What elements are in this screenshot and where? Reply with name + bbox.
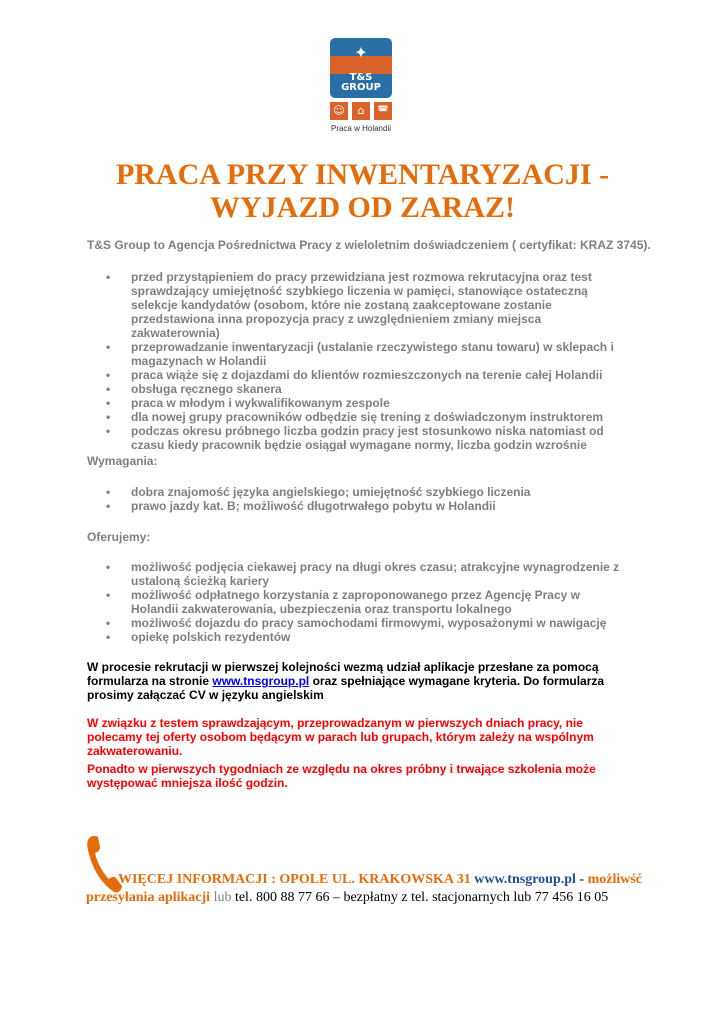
requirements-heading: Wymagania: (87, 454, 158, 468)
requirements-list (100, 485, 621, 513)
list-item: • podczas okresu próbnego liczba godzin pracy jest stosunkowo niska natomiast od czasu kiedy pracownik będzie osiągał wymagane normy, liczba godzin wzrośnie (100, 424, 621, 452)
page-title (0, 158, 725, 224)
company-logo (324, 38, 398, 133)
footer-line-2 (86, 889, 608, 907)
footer-info: WIĘCEJ INFORMACJI : OPOLE UL. KRAKOWSKA 31 (118, 872, 475, 887)
list-item: • dla nowej grupy pracowników odbędzie się trening z doświadczonym instruktorem (100, 410, 621, 424)
list-item: • dobra znajomość języka angielskiego; umiejętność szybkiego liczenia (100, 485, 621, 499)
logo-icon-row (330, 102, 392, 120)
list-item: • opiekę polskich rezydentów (100, 630, 621, 644)
warning-pairs: W związku z testem sprawdzającym, przeprowadzanym w pierwszych dniach pracy, nie polecamy tej oferty osobom będącym w parach lub grupach, którym zależy na wspólnym zakwaterowaniu. (87, 716, 594, 758)
footer-phones: tel. 800 88 77 66 – bezpłatny z tel. stacjonarnych lub 77 456 16 05 (234, 890, 609, 905)
recruitment-text-end: oraz spełniające wymagane kryteria. Do formularza prosimy załączać CV w języku angielskim (87, 674, 605, 702)
website-link[interactable]: www.tnsgroup.pl (212, 674, 310, 688)
recruitment-text-start: W procesie rekrutacji w pierwszej kolejności wezmą udział aplikacje przesłane za pomocą formularza na stronie (87, 660, 599, 688)
offer-list (100, 560, 621, 644)
list-item: • prawo jazdy kat. B; możliwość długotrwałego pobytu w Holandii (100, 499, 621, 513)
list-item: • praca w młodym i wykwalifikowanym zespole (100, 396, 621, 410)
footer-website[interactable]: www.tnsgroup.pl (474, 872, 576, 887)
recruitment-text (87, 660, 632, 702)
list-item: • przeprowadzanie inwentaryzacji (ustalanie rzeczywistego stanu towaru) w sklepach i magazynach w Holandii (100, 340, 621, 368)
logo-caption: Praca w Holandii (330, 124, 392, 133)
list-item: • możliwość podjęcia ciekawej pracy na długi okres czasu; atrakcyjne wynagrodzenie z ustaloną ścieżką kariery (100, 560, 621, 588)
offer-heading: Oferujemy: (87, 530, 151, 544)
logo-emblem (330, 38, 392, 98)
list-item: • praca wiąże się z dojazdami do klientów rozmieszczonych na terenie całej Holandii (100, 368, 621, 382)
footer-or: lub (210, 890, 235, 905)
footer-sending: przesyłania aplikacji (86, 890, 211, 905)
list-item: • przed przystąpieniem do pracy przewidziana jest rozmowa rekrutacyjna oraz test sprawdzający umiejętność szybkiego liczenia w pamięci, stanowiące ostateczną selekcje kandydatów (osobom, które nie zostaną zaakceptowane zostanie przedstawiona inna propozycja pracy z uwzględnieniem zmiany miejsca zakwaterownia) (100, 270, 621, 340)
worker-figure-icon: ✦ (354, 43, 368, 62)
title-line-2: WYJAZD OD ZARAZ! (209, 191, 515, 224)
warning-hours: Ponadto w pierwszych tygodniach ze względu na okres próbny i trwające szkolenia może występować mniejsza ilość godzin. (87, 762, 596, 790)
logo-brand: T&S GROUP (341, 72, 381, 93)
footer-dash: - (575, 872, 588, 887)
house-icon: ⌂ (352, 102, 370, 120)
title-line-1: PRACA PRZY INWENTARYZACJI - (115, 158, 610, 191)
footer-line-1 (118, 871, 642, 889)
person-icon: ☺ (330, 102, 348, 120)
car-icon: ◚ (374, 102, 392, 120)
footer-possible: możliwść (587, 872, 643, 887)
intro-text: T&S Group to Agencja Pośrednictwa Pracy z wieloletnim doświadczeniem ( certyfikat: KRAZ 3745). (87, 238, 651, 252)
list-item: • obsługa ręcznego skanera (100, 382, 621, 396)
duties-list (100, 270, 621, 452)
list-item: • możliwość odpłatnego korzystania z zaproponowanego przez Agencję Pracy w Holandii zakwaterowania, ubezpieczenia oraz transportu lokalnego (100, 588, 621, 616)
list-item: • możliwość dojazdu do pracy samochodami firmowymi, wyposażonymi w nawigację (100, 616, 621, 630)
